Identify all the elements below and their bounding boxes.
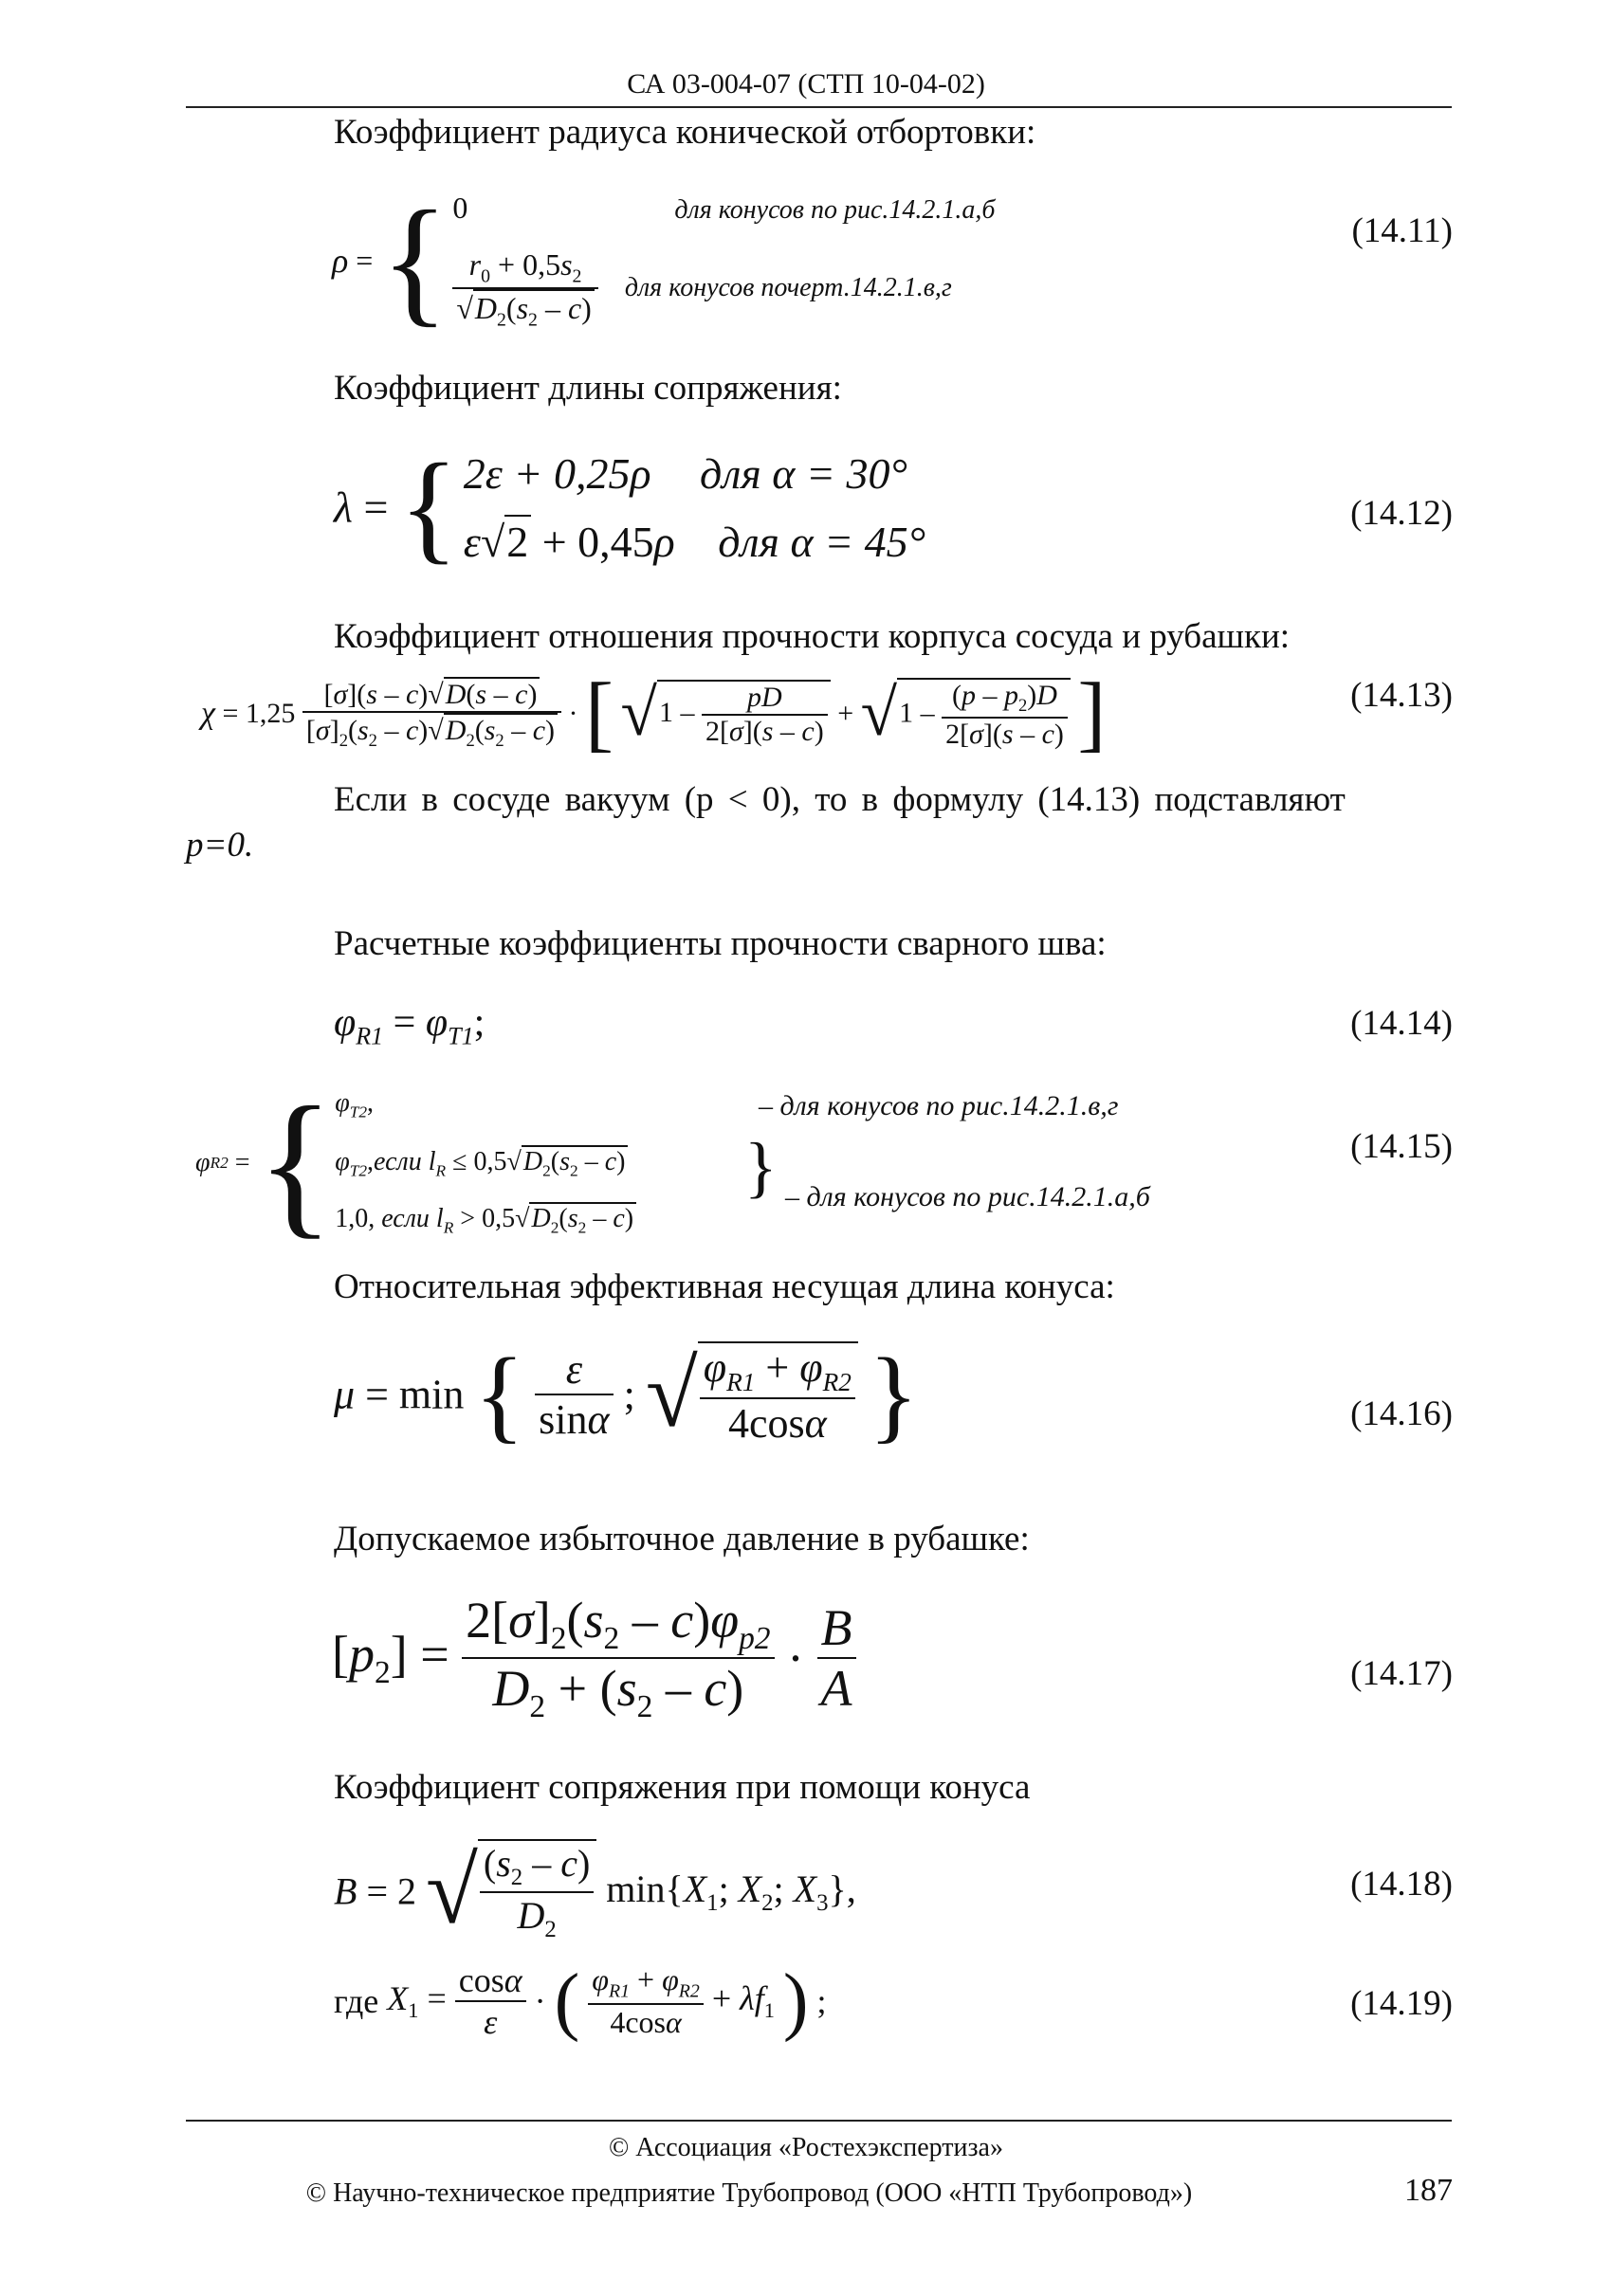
equation-number-14-19: (14.19)	[1350, 1984, 1453, 2023]
header-rule	[186, 106, 1452, 108]
equation-number-14-15: (14.15)	[1350, 1127, 1453, 1166]
equation-number-14-18: (14.18)	[1350, 1865, 1453, 1904]
section-effective-length: Относительная эффективная несущая длина конуса:	[334, 1267, 1115, 1306]
section-flange-radius-coef: Коэффициент радиуса конической отбортовки:	[334, 113, 1036, 152]
equation-14-18: B = 2 √ $\frac{(s_2 - c)}{D_2}$ $\min\{X_1$; $X_2$; $X_3$},	[334, 1838, 856, 1943]
where-label: где	[334, 1982, 379, 2020]
equation-14-19: где $X_1$ = $\frac{\cos\alpha}{\varepsilon}$ · ( $\frac{\varphi_{R1} + \varphi_{R2}}{4\cos\alpha}$ + $\lambda f_1$ ) ;	[334, 1959, 827, 2043]
page-number: 187	[1404, 2173, 1453, 2208]
equation-14-14: $\varphi_{R1} = \varphi_{T1}$;	[334, 1001, 485, 1050]
equation-14-16: μ = min { $\frac{\varepsilon}{\sin\alpha}$ ; √ $\frac{\varphi_{R1} + \varphi_{R2}}{4\cos\alpha}$ }	[334, 1336, 919, 1452]
equation-14-12: λ = { 2ε + 0,25ρ для α = 30° ε√2 + 0,45ρ для α = 45°	[334, 439, 926, 575]
equation-14-17: $[p_2]$ = $\frac{2[\sigma]_2(s_2 - c)\varphi_{p2}}{D_2 + (s_2 - c)}$ · $\frac{B}{A}$	[332, 1591, 856, 1725]
footer-association: © Ассоциация «Ростехэкспертиза»	[609, 2133, 1003, 2162]
section-strength-ratio-coef: Коэффициент отношения прочности корпуса сосуда и рубашки:	[334, 617, 1291, 656]
equation-number-14-17: (14.17)	[1350, 1654, 1453, 1693]
equation-number-14-11: (14.11)	[1351, 211, 1453, 250]
equation-number-14-13: (14.13)	[1350, 676, 1453, 715]
equation-14-13: χ = 1,25 $\frac{[\sigma](s - c)√D(s - c)}{[\sigma]_2(s_2 - c)√D_2(s_2 - c)}$ · [ √1 – $\frac{pD}{2[\sigma](s - c)}$ + √1 – $\frac{(p - p_2)D}{2[\sigma](s - c)}$ ]	[201, 666, 1107, 760]
equation-14-15-case1-condition: – для конусов по рис.14.2.1.в,г	[759, 1090, 1119, 1121]
vacuum-note-line1: Если в сосуде вакуум (p < 0), то в формулу (14.13) подставляют	[334, 780, 1346, 819]
equation-number-14-12: (14.12)	[1350, 494, 1453, 533]
equation-14-11: ρ = { 0 для конусов по рис.14.2.1.а,б $\frac{r_0 + 0,5s_2}{√D_2(s_2 - c)}$ для конусов почерт.14.2.1.в,г	[332, 182, 996, 339]
equation-14-15-case2-condition: – для конусов по рис.14.2.1.а,б	[785, 1181, 1150, 1212]
footer-company: © Научно-техническое предприятие Трубопровод (ООО «НТП Трубопровод»)	[305, 2178, 1193, 2208]
section-weld-strength-coefs: Расчетные коэффициенты прочности сварного шва:	[334, 924, 1107, 963]
section-allowed-pressure: Допускаемое избыточное давление в рубашке:	[334, 1520, 1030, 1558]
vacuum-note-line2: p=0.	[186, 826, 254, 865]
section-mating-length-coef: Коэффициент длины сопряжения:	[334, 369, 842, 408]
section-mating-coef: Коэффициент сопряжения при помощи конуса	[334, 1768, 1031, 1807]
equation-14-15-right-brace: }	[744, 1129, 778, 1205]
equation-14-15: φR2 = { $\varphi_{T2}$, $\varphi_{T2},если$ $l_R \le 0,5√D_2(s_2 - c)$ 1,0, если $l_R > 0,5√D_2(s_2 - c)$	[195, 1083, 636, 1244]
equation-number-14-16: (14.16)	[1350, 1394, 1453, 1433]
document-code-header: СА 03-004-07 (СТП 10-04-02)	[627, 68, 985, 100]
footer-rule	[186, 2120, 1452, 2122]
equation-number-14-14: (14.14)	[1350, 1004, 1453, 1043]
